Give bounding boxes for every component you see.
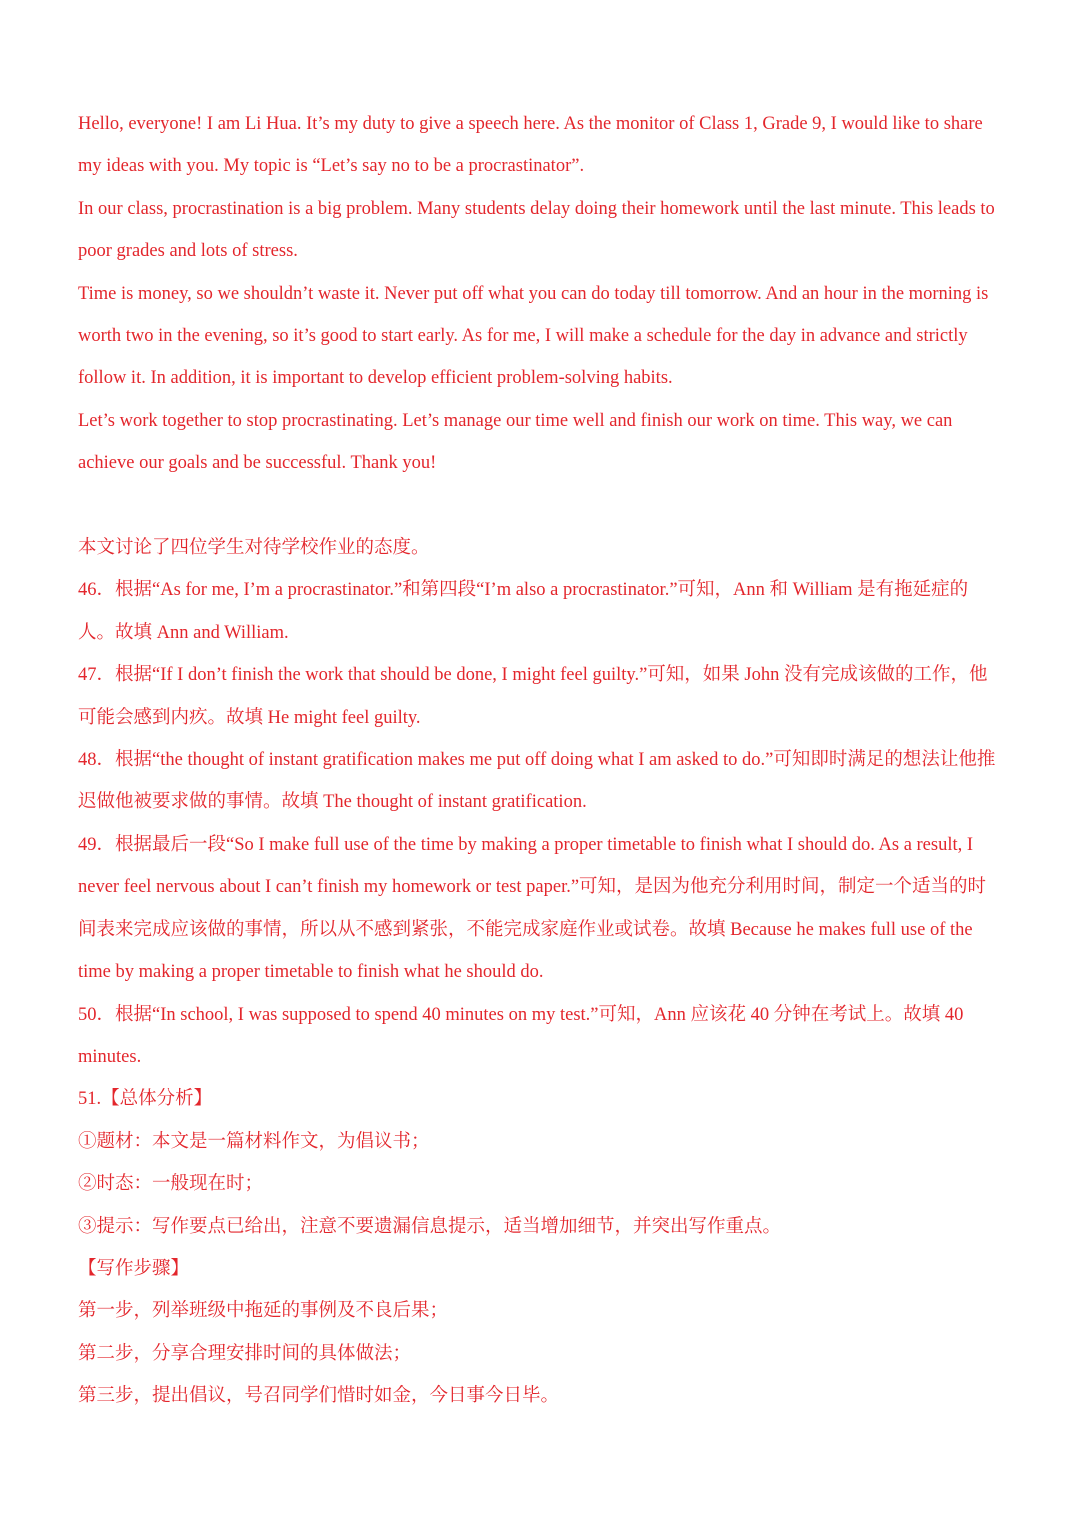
writing-step-3: 第三步，提出倡议，号召同学们惜时如金，今日事今日毕。: [78, 1386, 560, 1407]
writing-steps-heading: 【写作步骤】: [78, 1258, 190, 1279]
essay-paragraph-2: In our class, procrastination is a big problem. Many students delay doing their homework until the last minute. This leads to poor grades and lots of stress.: [78, 198, 995, 262]
essay-paragraph-4: Let’s work together to stop procrastinating. Let’s manage our time well and finish our work on time. This way, we can achieve our goals and be successful. Thank you!: [78, 410, 953, 474]
section-gap: [78, 485, 1004, 527]
writing-step-1: 第一步，列举班级中拖延的事例及不良后果；: [78, 1301, 449, 1322]
answer-48: 48．根据“the thought of instant gratification makes me put off doing what I am asked to do.”可知即时满足的想法让他推迟做他被要求做的事情。故填 The thought of instant gratification.: [78, 750, 996, 813]
answer-49: 49．根据最后一段“So I make full use of the time by making a proper timetable to finish what I should do. As a result, I never feel nervous about I can’t finish my homework or test paper.”可知，是因为他充分利用时间，制定一个适当的时间表来完成应该做的事情，所以从不感到紧张，不能完成家庭作业或试卷。故填 Because he makes full use of the time by making a proper timetable to finish what he should do.: [78, 834, 987, 983]
answer-51-heading: 51.【总体分析】: [78, 1089, 213, 1110]
analysis-tense: ②时态：一般现在时；: [78, 1174, 264, 1195]
document-content: [78, 103, 1004, 1418]
answer-50: 50．根据“In school, I was supposed to spend 40 minutes on my test.”可知，Ann 应该花 40 分钟在考试上。故填 40 minutes.: [78, 1004, 964, 1067]
answer-47: 47．根据“If I don’t finish the work that should be done, I might feel guilty.”可知，如果 John 没有完成该做的工作，他可能会感到内疚。故填 He might feel guilty.: [78, 665, 988, 728]
writing-step-2: 第二步，分享合理安排时间的具体做法；: [78, 1343, 412, 1364]
analysis-hint: ③提示：写作要点已给出，注意不要遗漏信息提示，适当增加细节，并突出写作重点。: [78, 1216, 782, 1237]
essay-paragraph-1: Hello, everyone! I am Li Hua. It’s my duty to give a speech here. As the monitor of Class 1, Grade 9, I would like to share my ideas with you. My topic is “Let’s say no to be a procrastinator”.: [78, 114, 983, 177]
answer-46: 46．根据“As for me, I’m a procrastinator.”和第四段“I’m also a procrastinator.”可知，Ann 和 William 是有拖延症的人。故填 Ann and William.: [78, 580, 969, 643]
analysis-summary: 本文讨论了四位学生对待学校作业的态度。: [78, 538, 430, 559]
analysis-topic: ①题材：本文是一篇材料作文，为倡议书；: [78, 1131, 430, 1152]
essay-paragraph-3: Time is money, so we shouldn’t waste it. Never put off what you can do today till tomorrow. And an hour in the morning is worth two in the evening, so it’s good to start early. As for me, I will make a schedule for the day in advance and strictly follow it. In addition, it is important to develop efficient problem-solving habits.: [78, 283, 989, 389]
